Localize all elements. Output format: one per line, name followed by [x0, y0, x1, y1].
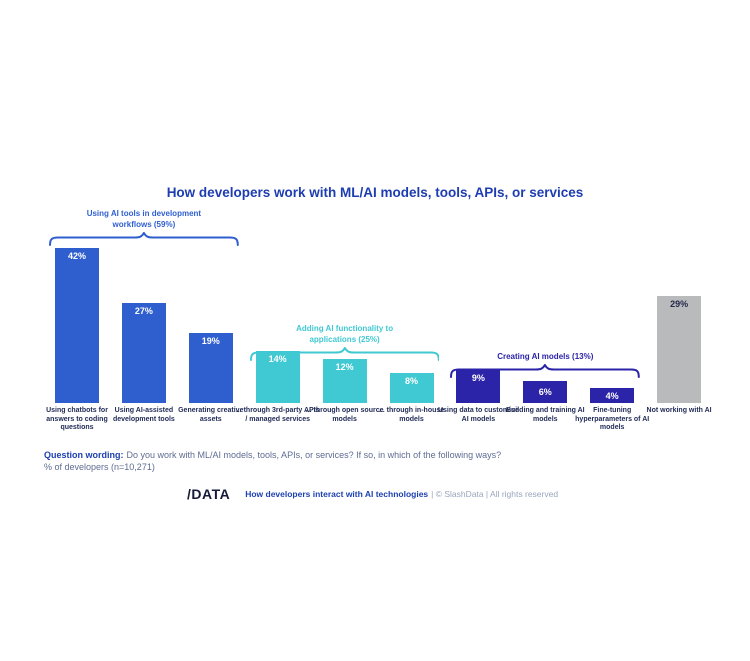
category-label: Generating creative assets [178, 407, 244, 423]
chart-title: How developers work with ML/AI models, tools, APIs, or services [166, 185, 584, 200]
bar-value-label: 4% [605, 390, 619, 401]
bar [323, 359, 367, 403]
group-bracket [250, 347, 440, 361]
footer-caption [245, 489, 558, 499]
question-wording-text: Do you work with ML/AI models, tools, APIs, or services? If so, in which of the following ways? [126, 450, 502, 460]
bar [523, 381, 567, 403]
bar-value-label: 19% [201, 335, 220, 346]
category-label: Not working with AI [646, 407, 712, 414]
bar-value-label: 27% [134, 306, 153, 317]
bar-value-label: 29% [670, 298, 689, 309]
bar-value-label: 9% [471, 372, 485, 383]
bar [122, 303, 166, 403]
bar-value-label: 12% [335, 361, 354, 372]
copyright-text: | © SlashData | All rights reserved [431, 489, 559, 499]
question-wording-block [44, 450, 694, 474]
category-label: ... through open source models [305, 407, 384, 423]
group-label: Using AI tools in development workflows (59%) [86, 209, 202, 229]
category-label: ... through 3rd-party APIs / managed services [235, 407, 320, 423]
category-label: Building and training AI models [505, 407, 585, 423]
category-label: Using AI-assisted development tools [112, 407, 175, 423]
footer [187, 486, 558, 502]
category-label: Using chatbots for answers to coding questions [46, 407, 108, 431]
bar-value-label: 8% [404, 376, 418, 387]
category-label: Using data to customise AI models [437, 407, 519, 423]
bar [390, 373, 434, 403]
slashdata-logo: /DATA [187, 486, 231, 502]
category-label: ... through in-house models [378, 407, 445, 423]
group-bracket [450, 364, 640, 378]
bar [55, 248, 99, 403]
sample-size-note: % of developers (n=10,271) [44, 462, 155, 472]
question-wording-label: Question wording: [44, 450, 124, 460]
group-bracket [49, 232, 239, 246]
bar-value-label: 14% [268, 354, 287, 365]
bar-value-label: 6% [538, 386, 552, 397]
category-label: Fine-tuning hyperparameters of AI models [575, 407, 650, 431]
group-label: Creating AI models (13%) [497, 352, 594, 361]
bar [590, 388, 634, 403]
report-title: How developers interact with AI technologies [245, 489, 429, 499]
bar [189, 333, 233, 403]
bar [657, 296, 701, 403]
bar-value-label: 42% [67, 250, 86, 261]
group-label: Adding AI functionality to applications (25%) [296, 324, 394, 344]
